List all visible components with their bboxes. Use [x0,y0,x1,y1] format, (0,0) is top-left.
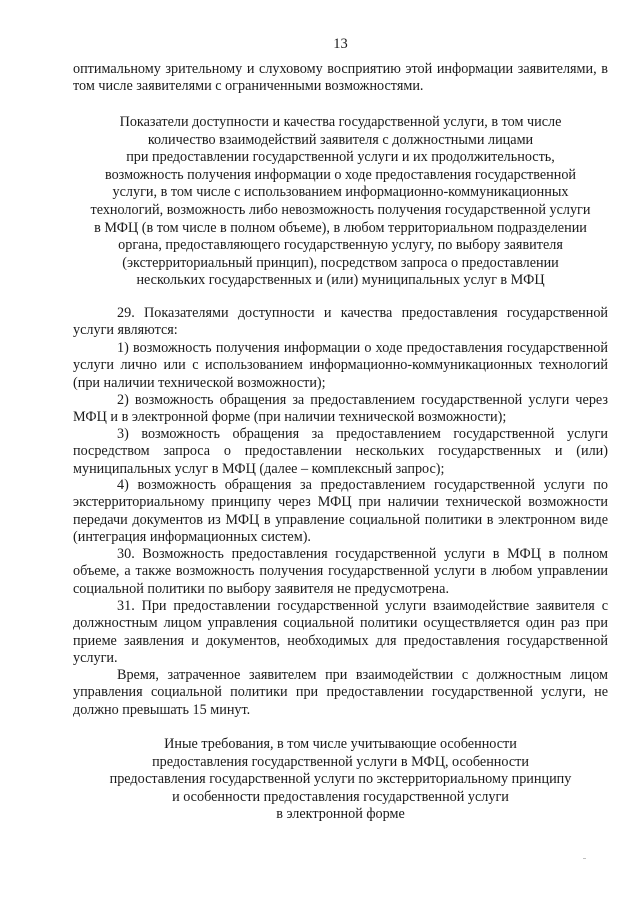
list-item-4: 4) возможность обращения за предоставлением государственной услуги по экстерриториальному принципу через МФЦ при наличии технической возможности передачи документов из МФЦ в управление социальной политики в электронном виде (интеграция информационных систем). [73,477,608,545]
list-item-3: 3) возможность обращения за предоставлением государственной услуги посредством запроса о предоставлении нескольких государственных и (или) муниципальных услуг в МФЦ (далее – комплексный запрос); [73,426,608,477]
section-heading-other-requirements [73,736,608,824]
paragraph-time: Время, затраченное заявителем при взаимодействии с должностным лицом управления социальной политики при предоставлении государственной услуги, не должно превышать 15 минут. [73,667,608,718]
heading-line: количество взаимодействий заявителя с должностными лицами [147,131,534,148]
heading-line: возможность получения информации о ходе предоставления государственной [104,166,577,183]
paragraph-29: 29. Показателями доступности и качества предоставления государственной услуги являются: [73,305,608,339]
heading-line: в МФЦ (в том числе в полном объеме), в любом территориальном подразделении [94,219,587,236]
heading-line: предоставления государственной услуги в МФЦ, особенности [152,753,529,770]
heading-line: Иные требования, в том числе учитывающие особенности [164,736,517,752]
heading-line: предоставления государственной услуги по экстерриториальному принципу [109,771,572,788]
heading-line: в электронной форме [276,806,405,823]
heading-line: органа, предоставляющего государственную услугу, по выбору заявителя [118,237,563,254]
list-item-2: 2) возможность обращения за предоставлением государственной услуги через МФЦ и в электронной форме (при наличии технической возможности); [73,392,608,426]
heading-line: услуги, в том числе с использованием информационно-коммуникационных [112,184,569,201]
paragraph-31: 31. При предоставлении государственной услуги взаимодействие заявителя с должностным лицом управления социальной политики осуществляется один раз при приеме заявления и документов, необходимых для предоставления государственной услуги. [73,598,608,666]
heading-line: технологий, возможность либо невозможность получения государственной услуги [90,201,591,218]
heading-line: и особенности предоставления государственной услуги [172,788,509,805]
scan-dot [583,858,586,859]
heading-line: при предоставлении государственной услуги и их продолжительность, [126,149,555,166]
section-heading-accessibility [73,114,608,290]
intro-paragraph: оптимальному зрительному и слуховому восприятию этой информации заявителями, в том числе заявителями с ограниченными возможностями. [73,61,608,95]
list-item-1: 1) возможность получения информации о ходе предоставления государственной услуги лично или с использованием информационно-коммуникационных технологий (при наличии технической возможности); [73,340,608,391]
heading-line: (экстерриториальный принцип), посредством запроса о предоставлении [122,254,559,271]
heading-line: Показатели доступности и качества государственной услуги, в том числе [119,114,562,130]
paragraph-30: 30. Возможность предоставления государственной услуги в МФЦ в полном объеме, а также возможность получения государственной услуги в любом управлении социальной политики по выбору заявителя не предусмотрена. [73,546,608,597]
page-number: 13 [333,36,348,52]
heading-line: нескольких государственных и (или) муниципальных услуг в МФЦ [136,272,545,289]
